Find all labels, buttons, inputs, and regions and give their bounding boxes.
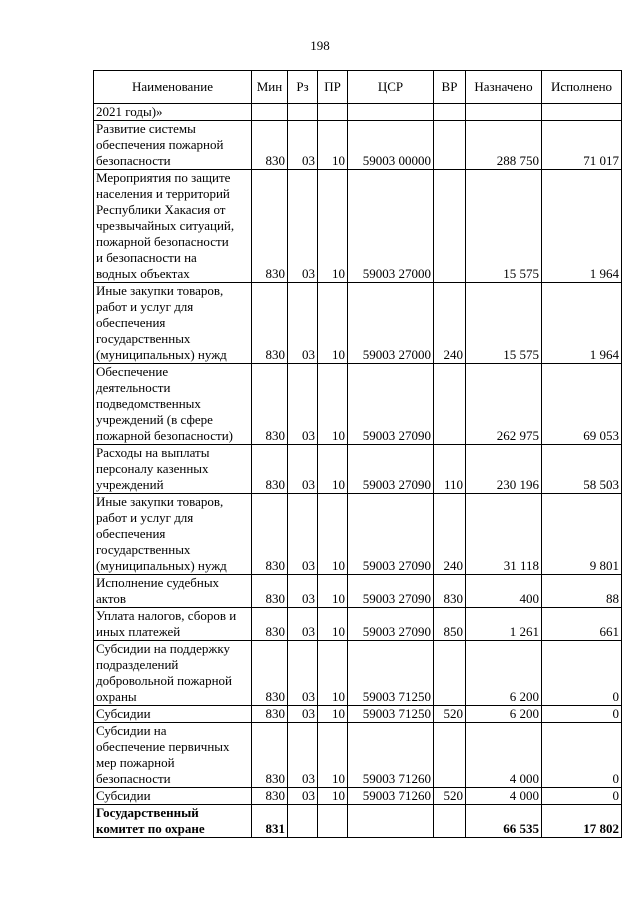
cell-name: Расходы на выплаты персоналу казенных учреждений bbox=[94, 445, 252, 494]
cell-csr: 59003 71250 bbox=[348, 706, 434, 723]
cell-min: 830 bbox=[252, 283, 288, 364]
cell-assigned: 6 200 bbox=[466, 706, 542, 723]
cell-pr bbox=[318, 805, 348, 838]
cell-pr: 10 bbox=[318, 641, 348, 706]
cell-vr: 240 bbox=[434, 283, 466, 364]
table-header-row bbox=[94, 71, 622, 104]
cell-executed: 58 503 bbox=[542, 445, 622, 494]
cell-name: Субсидии bbox=[94, 788, 252, 805]
cell-min: 830 bbox=[252, 121, 288, 170]
cell-name: Обеспечение деятельности подведомственных учреждений (в сфере пожарной безопасности) bbox=[94, 364, 252, 445]
cell-assigned: 230 196 bbox=[466, 445, 542, 494]
cell-assigned: 1 261 bbox=[466, 608, 542, 641]
cell-rz bbox=[288, 805, 318, 838]
cell-csr: 59003 27090 bbox=[348, 445, 434, 494]
cell-rz: 03 bbox=[288, 364, 318, 445]
cell-min: 830 bbox=[252, 706, 288, 723]
cell-csr: 59003 00000 bbox=[348, 121, 434, 170]
cell-pr: 10 bbox=[318, 364, 348, 445]
cell-vr bbox=[434, 121, 466, 170]
cell-pr: 10 bbox=[318, 723, 348, 788]
cell-name: Субсидии на поддержку подразделений добровольной пожарной охраны bbox=[94, 641, 252, 706]
cell-vr bbox=[434, 723, 466, 788]
cell-executed: 661 bbox=[542, 608, 622, 641]
cell-min: 830 bbox=[252, 364, 288, 445]
table-row bbox=[94, 364, 622, 445]
cell-csr: 59003 71260 bbox=[348, 788, 434, 805]
cell-executed: 0 bbox=[542, 641, 622, 706]
cell-executed: 1 964 bbox=[542, 283, 622, 364]
header-rz: Рз bbox=[288, 71, 318, 104]
table-row bbox=[94, 445, 622, 494]
cell-vr bbox=[434, 170, 466, 283]
cell-executed: 0 bbox=[542, 706, 622, 723]
cell-assigned: 6 200 bbox=[466, 641, 542, 706]
cell-vr: 830 bbox=[434, 575, 466, 608]
cell-min: 830 bbox=[252, 494, 288, 575]
cell-csr: 59003 27000 bbox=[348, 170, 434, 283]
cell-assigned: 262 975 bbox=[466, 364, 542, 445]
cell-rz: 03 bbox=[288, 641, 318, 706]
table-row bbox=[94, 170, 622, 283]
cell-pr: 10 bbox=[318, 494, 348, 575]
cell-assigned: 15 575 bbox=[466, 170, 542, 283]
table-row bbox=[94, 723, 622, 788]
cell-assigned: 15 575 bbox=[466, 283, 542, 364]
cell-assigned: 31 118 bbox=[466, 494, 542, 575]
cell-min: 830 bbox=[252, 641, 288, 706]
table-row bbox=[94, 608, 622, 641]
cell-executed: 71 017 bbox=[542, 121, 622, 170]
cell-rz: 03 bbox=[288, 608, 318, 641]
table-row bbox=[94, 494, 622, 575]
header-vr: ВР bbox=[434, 71, 466, 104]
cell-executed: 1 964 bbox=[542, 170, 622, 283]
continuation-text: 2021 годы)» bbox=[94, 104, 252, 121]
cell-name: Иные закупки товаров, работ и услуг для обеспечения государственных (муниципальных) нужд bbox=[94, 283, 252, 364]
cell-executed: 9 801 bbox=[542, 494, 622, 575]
page-number: 198 bbox=[310, 38, 330, 53]
cell-pr: 10 bbox=[318, 575, 348, 608]
table-row bbox=[94, 788, 622, 805]
table-row bbox=[94, 641, 622, 706]
cell-min: 830 bbox=[252, 575, 288, 608]
cell-vr: 520 bbox=[434, 788, 466, 805]
cell-vr: 850 bbox=[434, 608, 466, 641]
cell-pr: 10 bbox=[318, 608, 348, 641]
cell-pr: 10 bbox=[318, 788, 348, 805]
cell-csr: 59003 27090 bbox=[348, 575, 434, 608]
cell-pr: 10 bbox=[318, 706, 348, 723]
cell-csr: 59003 27090 bbox=[348, 608, 434, 641]
cell-name: Исполнение судебных актов bbox=[94, 575, 252, 608]
cell-assigned: 66 535 bbox=[466, 805, 542, 838]
cell-min: 830 bbox=[252, 788, 288, 805]
cell-rz: 03 bbox=[288, 283, 318, 364]
cell-csr: 59003 27090 bbox=[348, 364, 434, 445]
continuation-row bbox=[94, 104, 622, 121]
cell-executed: 88 bbox=[542, 575, 622, 608]
cell-rz: 03 bbox=[288, 121, 318, 170]
header-min: Мин bbox=[252, 71, 288, 104]
cell-pr: 10 bbox=[318, 283, 348, 364]
header-pr: ПР bbox=[318, 71, 348, 104]
cell-rz: 03 bbox=[288, 170, 318, 283]
cell-name: Развитие системы обеспечения пожарной безопасности bbox=[94, 121, 252, 170]
cell-vr: 110 bbox=[434, 445, 466, 494]
cell-name: Мероприятия по защите населения и территорий Республики Хакасия от чрезвычайных ситуаций, пожарной безопасности и безопасности на водных объектах bbox=[94, 170, 252, 283]
table-row bbox=[94, 805, 622, 838]
cell-rz: 03 bbox=[288, 494, 318, 575]
cell-name: Субсидии bbox=[94, 706, 252, 723]
cell-csr bbox=[348, 805, 434, 838]
table-row bbox=[94, 283, 622, 364]
header-name: Наименование bbox=[94, 71, 252, 104]
cell-vr: 520 bbox=[434, 706, 466, 723]
cell-pr: 10 bbox=[318, 121, 348, 170]
cell-name: Государственный комитет по охране bbox=[94, 805, 252, 838]
cell-executed: 0 bbox=[542, 723, 622, 788]
cell-min: 830 bbox=[252, 723, 288, 788]
cell-rz: 03 bbox=[288, 575, 318, 608]
cell-csr: 59003 71250 bbox=[348, 641, 434, 706]
cell-name: Уплата налогов, сборов и иных платежей bbox=[94, 608, 252, 641]
cell-vr: 240 bbox=[434, 494, 466, 575]
cell-csr: 59003 27090 bbox=[348, 494, 434, 575]
cell-name: Субсидии на обеспечение первичных мер пожарной безопасности bbox=[94, 723, 252, 788]
header-csr: ЦСР bbox=[348, 71, 434, 104]
cell-min: 831 bbox=[252, 805, 288, 838]
cell-vr bbox=[434, 641, 466, 706]
cell-pr: 10 bbox=[318, 170, 348, 283]
cell-min: 830 bbox=[252, 445, 288, 494]
cell-executed: 0 bbox=[542, 788, 622, 805]
cell-rz: 03 bbox=[288, 723, 318, 788]
cell-assigned: 400 bbox=[466, 575, 542, 608]
cell-name: Иные закупки товаров, работ и услуг для обеспечения государственных (муниципальных) нужд bbox=[94, 494, 252, 575]
table-row bbox=[94, 121, 622, 170]
table-row bbox=[94, 575, 622, 608]
cell-executed: 69 053 bbox=[542, 364, 622, 445]
cell-rz: 03 bbox=[288, 445, 318, 494]
cell-csr: 59003 27000 bbox=[348, 283, 434, 364]
cell-rz: 03 bbox=[288, 788, 318, 805]
cell-rz: 03 bbox=[288, 706, 318, 723]
cell-vr bbox=[434, 364, 466, 445]
cell-min: 830 bbox=[252, 608, 288, 641]
table-row bbox=[94, 706, 622, 723]
cell-vr bbox=[434, 805, 466, 838]
cell-csr: 59003 71260 bbox=[348, 723, 434, 788]
cell-assigned: 288 750 bbox=[466, 121, 542, 170]
cell-min: 830 bbox=[252, 170, 288, 283]
budget-table bbox=[93, 70, 622, 838]
cell-assigned: 4 000 bbox=[466, 723, 542, 788]
cell-executed: 17 802 bbox=[542, 805, 622, 838]
header-executed: Исполнено bbox=[542, 71, 622, 104]
header-assigned: Назначено bbox=[466, 71, 542, 104]
table-body bbox=[94, 104, 622, 838]
cell-assigned: 4 000 bbox=[466, 788, 542, 805]
cell-pr: 10 bbox=[318, 445, 348, 494]
